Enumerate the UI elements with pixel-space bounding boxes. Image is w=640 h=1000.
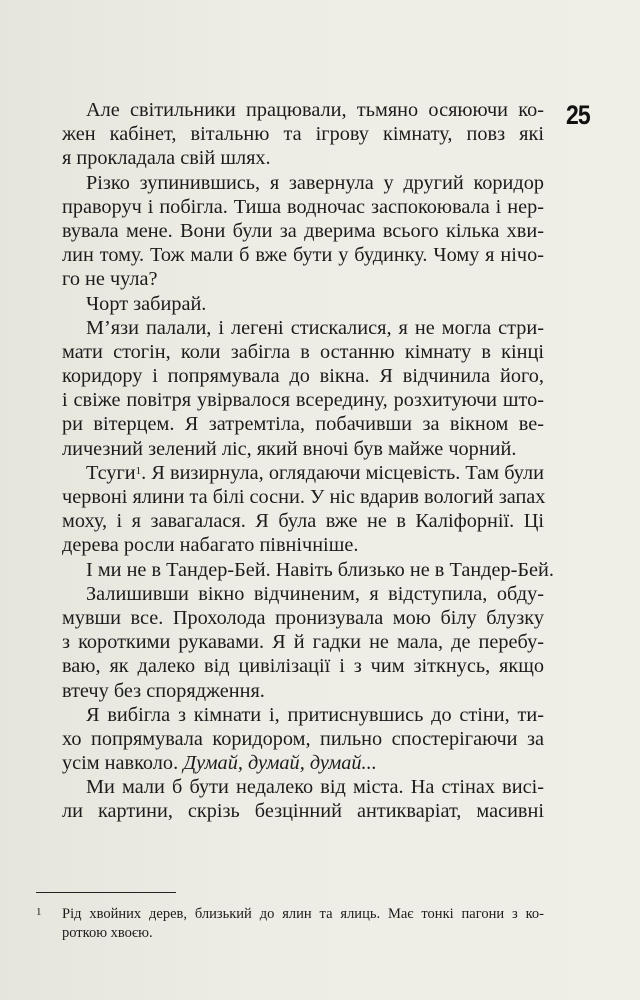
paragraph <box>62 703 544 776</box>
text-line: з короткими рукавами. Я й гадки не мала, де перебу- <box>62 631 544 654</box>
text-line: моху, і я завагалася. Я була вже не в Каліфорнії. Ці <box>62 510 544 533</box>
text-line: личезний зелений ліс, який вночі був майже чорний. <box>62 437 517 460</box>
paragraph <box>62 98 544 171</box>
text-line: І ми не в Тандер-Бей. Навіть близько не в Тандер-Бей. <box>86 558 554 581</box>
paragraph <box>62 461 544 558</box>
text-line: Ми мали б бути недалеко від міста. На стінах висі- <box>86 776 544 799</box>
text-line: втечу без спорядження. <box>62 679 265 702</box>
text-line: го не чула? <box>62 268 158 291</box>
text-line: ваю, як далеко від цивілізації і з чим зіткнусь, якщо <box>62 655 544 678</box>
text-line: вувала мене. Вони були за дверима всього кілька хви- <box>62 219 544 242</box>
text-segment: . Я визирнула, оглядаючи місцевість. Там були <box>141 461 544 484</box>
text-line: лин тому. Тож мали б вже бути у будинку. Чому я нічо- <box>62 244 544 267</box>
text-segment: усім навколо. <box>62 752 184 775</box>
footnote-line: Рід хвойних дерев, близький до ялин та ялиць. Має тонкі пагони з ко- <box>62 906 544 922</box>
paragraph <box>62 582 544 703</box>
text-line: дерева росли набагато північніше. <box>62 534 359 557</box>
text-line: Я вибігла з кімнати і, притиснувшись до стіни, ти- <box>86 703 544 726</box>
paragraph <box>62 775 544 823</box>
text-line: ри вітерцем. Я затремтіла, побачивши за вікном ве- <box>62 413 544 436</box>
text-line: Залишивши вікно відчиненим, я відступила, обду- <box>86 582 544 605</box>
text-line: я прокладала свій шлях. <box>62 147 271 170</box>
text-line: і свіже повітря увірвалося всередину, розхитуючи што- <box>62 389 544 412</box>
paragraph <box>62 316 544 461</box>
paragraph <box>62 171 544 292</box>
text-line: Але світильники працювали, тьмяно осяюючи ко- <box>86 99 544 121</box>
italic-text: Думай, думай, думай... <box>183 752 377 775</box>
body-text <box>62 98 554 824</box>
paragraph <box>62 292 544 316</box>
text-line: ли картини, скрізь безцінний антикваріат, масивні <box>62 800 544 823</box>
text-line: Чорт забирай. <box>86 292 207 315</box>
footnote-number: 1 <box>36 906 42 918</box>
text-line: червоні ялини та білі сосни. У ніс вдарив вологий запах <box>62 486 546 508</box>
footnote-marker[interactable]: 1 <box>135 464 142 477</box>
text-line: мувши все. Прохолода пронизувала мою білу блузку <box>62 606 544 629</box>
footnote-line: роткою хвоєю. <box>62 925 153 941</box>
text-line: праворуч і побігла. Тиша водночас заспокоювала і нер- <box>62 195 544 218</box>
text-segment: Тсуги <box>86 461 136 484</box>
paragraph <box>62 558 554 582</box>
text-line: хо попрямувала коридором, пильно спостерігаючи за <box>62 727 544 750</box>
text-line <box>62 461 544 485</box>
footnote-separator <box>36 892 176 893</box>
text-line: жен кабінет, вітальню та ігрову кімнату, повз які <box>62 123 544 146</box>
footnote <box>36 905 544 943</box>
page-number: 25 <box>566 100 590 130</box>
text-line: мати стогін, коли забігла в останню кімнату в кінці <box>62 340 544 363</box>
text-line: коридору і попрямувала до вікна. Я відчинила його, <box>62 365 544 388</box>
text-line: Різко зупинившись, я завернула у другий коридор <box>86 171 544 194</box>
text-line: М’язи палали, і легені стискалися, я не могла стри- <box>86 316 544 339</box>
text-line <box>62 751 544 775</box>
